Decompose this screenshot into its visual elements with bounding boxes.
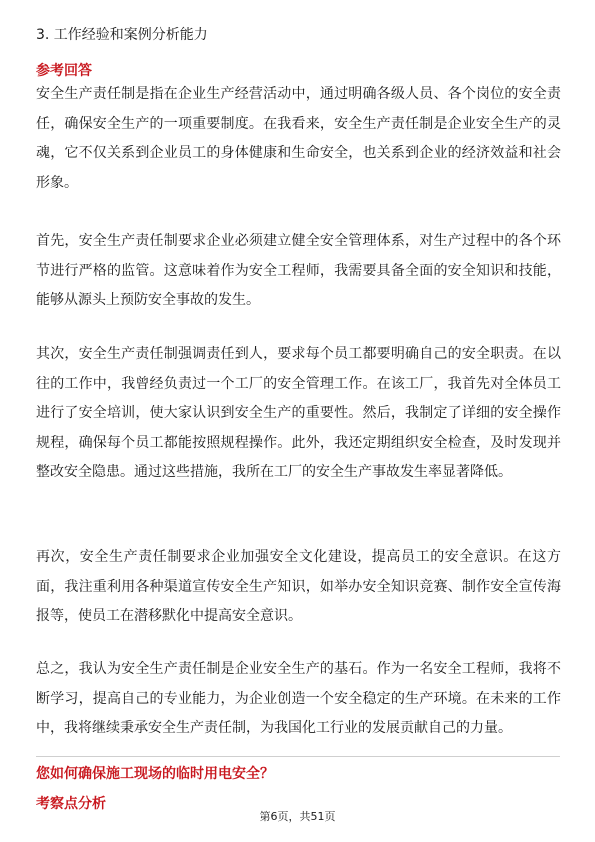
next-question: 您如何确保施工现场的临时用电安全？ (36, 766, 274, 782)
section-divider (36, 756, 560, 757)
answer-paragraph-4: 再次，安全生产责任制要求企业加强安全文化建设，提高员工的安全意识。在这方面，我注重利用各种渠道宣传安全生产知识，如举办安全知识竞赛、制作安全宣传海报等，使员工在潜移默化中提高安全意识。 (36, 549, 561, 624)
answer-paragraph-5: 总之，我认为安全生产责任制是企业安全生产的基石。作为一名安全工程师，我将不断学习，提高自己的专业能力，为企业创造一个安全稳定的生产环境。在未来的工作中，我将继续秉承安全生产责任制，为我国化工行业的发展贡献自己的力量。 (36, 661, 561, 736)
page-footer: 第6页，共51页 (259, 810, 336, 823)
answer-paragraph-1: 安全生产责任制是指在企业生产经营活动中，通过明确各级人员、各个岗位的安全责任，确保安全生产的一项重要制度。在我看来，安全生产责任制是企业安全生产的灵魂，它不仅关系到企业员工的身体健康和生命安全，也关系到企业的经济效益和社会形象。 (36, 86, 561, 191)
answer-paragraph-3: 其次，安全生产责任制强调责任到人，要求每个员工都要明确自己的安全职责。在以往的工作中，我曾经负责过一个工厂的安全管理工作。在该工厂，我首先对全体员工进行了安全培训，使大家认识到安全生产的重要性。然后，我制定了详细的安全操作规程，确保每个员工都能按照规程操作。此外，我还定期组织安全检查，及时发现并整改安全隐患。通过这些措施，我所在工厂的安全生产事故发生率显著降低。 (36, 346, 561, 480)
analysis-label: 考察点分析 (36, 796, 106, 812)
section-heading: 3. 工作经验和案例分析能力 (36, 27, 208, 43)
answer-label: 参考回答 (36, 63, 92, 79)
answer-paragraph-2: 首先，安全生产责任制要求企业必须建立健全安全管理体系，对生产过程中的各个环节进行严格的监管。这意味着作为安全工程师，我需要具备全面的安全知识和技能，能够从源头上预防安全事故的发生。 (36, 233, 561, 308)
